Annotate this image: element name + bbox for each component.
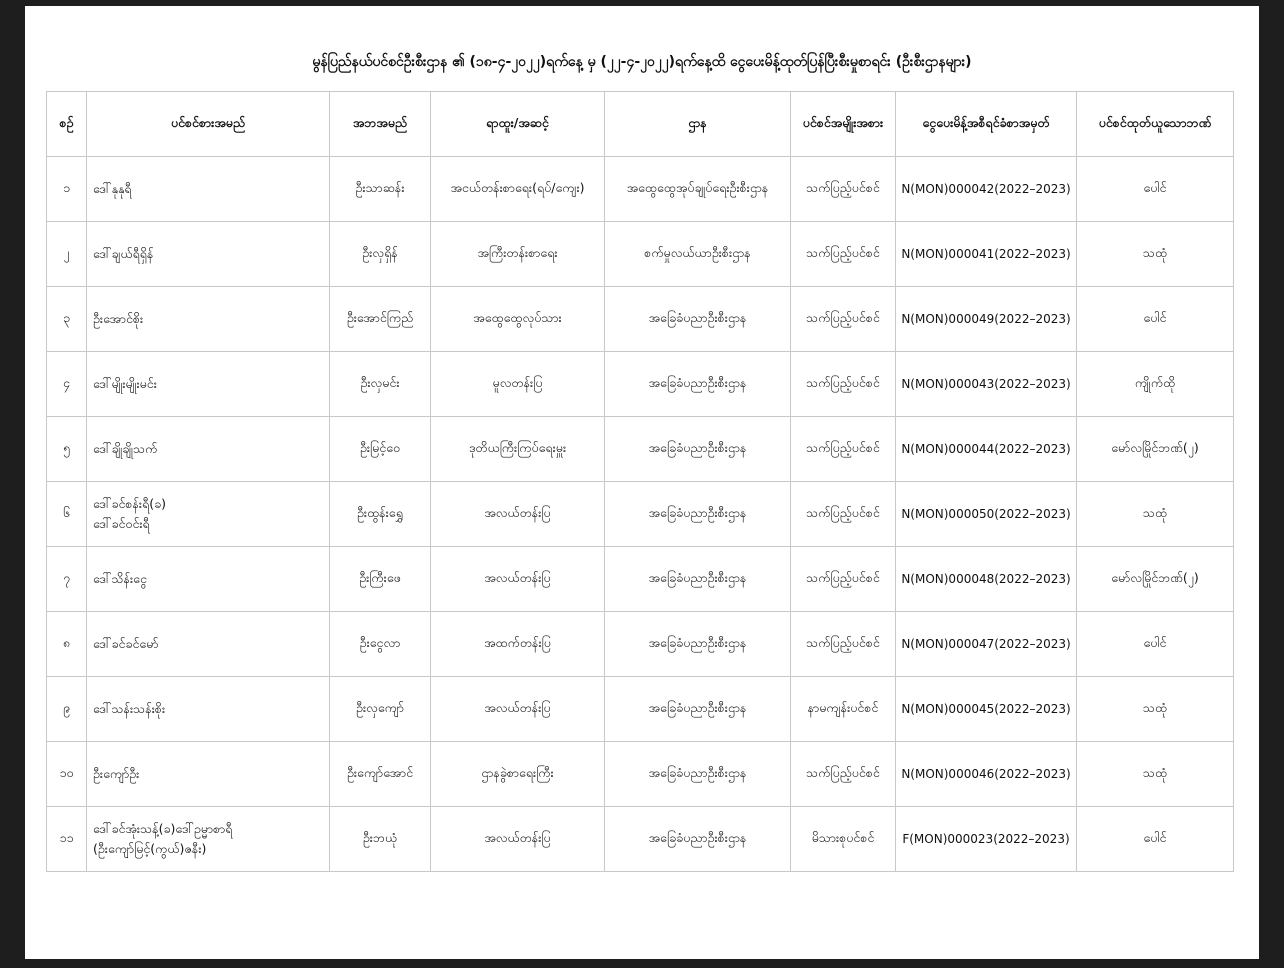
table-row bbox=[47, 742, 1234, 807]
table-row bbox=[47, 612, 1234, 677]
document-title: မွန်ပြည်နယ်ပင်စင်ဦးစီးဌာန ၏ (၁၈-၄-၂၀၂၂)ရက်နေ့ မှ (၂၂-၄-၂၀၂၂)ရက်နေ့ထိ ငွေပေးမိန့်ထုတ်ပြန်ပြီးစီးမှုစာရင်း (ဦးစီးဌာနများ) bbox=[312, 54, 972, 70]
cell-rank: အလယ်တန်းပြ bbox=[431, 807, 605, 872]
cell-department: အထွေထွေအုပ်ချုပ်ရေးဦးစီးဌာန bbox=[605, 157, 791, 222]
cell-name bbox=[87, 807, 330, 872]
cell-pension-type: သက်ပြည့်ပင်စင် bbox=[791, 612, 896, 677]
cell-father: ဦးငွေလာ bbox=[330, 612, 431, 677]
pensioner-name-line: ဒေါ်သိန်းငွေ bbox=[93, 571, 147, 586]
table-body bbox=[47, 157, 1234, 872]
cell-department: အခြေခံပညာဦးစီးဌာန bbox=[605, 742, 791, 807]
cell-no: ၁ bbox=[47, 157, 87, 222]
cell-father: ဦးကျော်အောင် bbox=[330, 742, 431, 807]
pensioner-name-line: ဒေါ်ခင်စန်းရီ(ခ) bbox=[93, 496, 167, 511]
cell-name bbox=[87, 352, 330, 417]
cell-no: ၇ bbox=[47, 547, 87, 612]
cell-license: N(MON)000045(2022–2023) bbox=[896, 677, 1077, 742]
cell-name bbox=[87, 287, 330, 352]
cell-father: ဦးလှမင်း bbox=[330, 352, 431, 417]
cell-license: N(MON)000042(2022–2023) bbox=[896, 157, 1077, 222]
table-row bbox=[47, 352, 1234, 417]
document-page bbox=[25, 6, 1259, 959]
cell-license: N(MON)000043(2022–2023) bbox=[896, 352, 1077, 417]
cell-treasury: ပေါင် bbox=[1077, 612, 1234, 677]
pensioner-name-line: ဒေါ်သန်းသန်းစိုး bbox=[93, 701, 166, 716]
cell-license: N(MON)000050(2022–2023) bbox=[896, 482, 1077, 547]
cell-treasury: ပေါင် bbox=[1077, 807, 1234, 872]
cell-pension-type: နာမကျန်းပင်စင် bbox=[791, 677, 896, 742]
cell-name bbox=[87, 742, 330, 807]
cell-pension-type: မိသားစုပင်စင် bbox=[791, 807, 896, 872]
cell-rank: ဌာနခွဲစာရေးကြီး bbox=[431, 742, 605, 807]
cell-pension-type: သက်ပြည့်ပင်စင် bbox=[791, 222, 896, 287]
cell-department: စက်မှုလယ်ယာဦးစီးဌာန bbox=[605, 222, 791, 287]
table-row bbox=[47, 482, 1234, 547]
cell-treasury: မော်လမြိုင်ဘဏ်(၂) bbox=[1077, 547, 1234, 612]
table-row bbox=[47, 677, 1234, 742]
header-license: ငွေပေးမိန့်အစီရင်ခံစာအမှတ် bbox=[896, 92, 1077, 157]
cell-department: အခြေခံပညာဦးစီးဌာန bbox=[605, 807, 791, 872]
cell-no: ၄ bbox=[47, 352, 87, 417]
cell-no: ၁၁ bbox=[47, 807, 87, 872]
cell-pension-type: သက်ပြည့်ပင်စင် bbox=[791, 547, 896, 612]
cell-no: ၆ bbox=[47, 482, 87, 547]
cell-rank: အငယ်တန်းစာရေး(ရပ်/ကျေး) bbox=[431, 157, 605, 222]
table-row bbox=[47, 157, 1234, 222]
cell-father: ဦးအောင်ကြည် bbox=[330, 287, 431, 352]
cell-father: ဦးလှကျော် bbox=[330, 677, 431, 742]
cell-rank: အလယ်တန်းပြ bbox=[431, 482, 605, 547]
cell-department: အခြေခံပညာဦးစီးဌာန bbox=[605, 547, 791, 612]
cell-no: ၂ bbox=[47, 222, 87, 287]
cell-rank: မူလတန်းပြ bbox=[431, 352, 605, 417]
cell-father: ဦးသာဆန်း bbox=[330, 157, 431, 222]
header-name: ပင်စင်စားအမည် bbox=[87, 92, 330, 157]
cell-license: F(MON)000023(2022–2023) bbox=[896, 807, 1077, 872]
cell-father: ဦးဘယုံ bbox=[330, 807, 431, 872]
cell-treasury: ကျိုက်ထို bbox=[1077, 352, 1234, 417]
cell-treasury: ပေါင် bbox=[1077, 157, 1234, 222]
pensioner-name-line: ဒေါ်ခင်ဝင်းရီ bbox=[93, 516, 150, 531]
cell-department: အခြေခံပညာဦးစီးဌာန bbox=[605, 482, 791, 547]
cell-no: ၉ bbox=[47, 677, 87, 742]
cell-name bbox=[87, 612, 330, 677]
cell-license: N(MON)000041(2022–2023) bbox=[896, 222, 1077, 287]
cell-department: အခြေခံပညာဦးစီးဌာန bbox=[605, 287, 791, 352]
header-father: အဘအမည် bbox=[330, 92, 431, 157]
header-treasury: ပင်စင်ထုတ်ယူသောဘဏ် bbox=[1077, 92, 1234, 157]
cell-name bbox=[87, 417, 330, 482]
cell-license: N(MON)000047(2022–2023) bbox=[896, 612, 1077, 677]
cell-rank: ဒုတိယကြီးကြပ်ရေးမှူး bbox=[431, 417, 605, 482]
cell-pension-type: သက်ပြည့်ပင်စင် bbox=[791, 742, 896, 807]
cell-pension-type: သက်ပြည့်ပင်စင် bbox=[791, 417, 896, 482]
cell-treasury: သထုံ bbox=[1077, 742, 1234, 807]
pensioner-name-line: ဒေါ်ခင်ခင်မော် bbox=[93, 636, 159, 651]
cell-treasury: သထုံ bbox=[1077, 222, 1234, 287]
cell-name bbox=[87, 222, 330, 287]
cell-department: အခြေခံပညာဦးစီးဌာန bbox=[605, 612, 791, 677]
table-row bbox=[47, 547, 1234, 612]
cell-department: အခြေခံပညာဦးစီးဌာန bbox=[605, 677, 791, 742]
cell-father: ဦးမြင့်ဝေ bbox=[330, 417, 431, 482]
cell-father: ဦးကြီးဖေ bbox=[330, 547, 431, 612]
cell-no: ၅ bbox=[47, 417, 87, 482]
cell-name bbox=[87, 547, 330, 612]
table-row bbox=[47, 222, 1234, 287]
pension-table bbox=[46, 91, 1234, 872]
cell-treasury: ပေါင် bbox=[1077, 287, 1234, 352]
header-rank: ရာထူး/အဆင့် bbox=[431, 92, 605, 157]
cell-rank: အကြီးတန်းစာရေး bbox=[431, 222, 605, 287]
cell-license: N(MON)000048(2022–2023) bbox=[896, 547, 1077, 612]
header-no: စဉ် bbox=[47, 92, 87, 157]
cell-no: ၈ bbox=[47, 612, 87, 677]
cell-father: ဦးထွန်းရွှေ bbox=[330, 482, 431, 547]
cell-department: အခြေခံပညာဦးစီးဌာန bbox=[605, 417, 791, 482]
cell-pension-type: သက်ပြည့်ပင်စင် bbox=[791, 287, 896, 352]
pensioner-name-line: ဦးကျော်ဦး bbox=[93, 766, 140, 781]
table-header-row bbox=[47, 92, 1234, 157]
cell-no: ၁၀ bbox=[47, 742, 87, 807]
cell-name bbox=[87, 482, 330, 547]
cell-father: ဦးလှရှိန် bbox=[330, 222, 431, 287]
cell-rank: အလယ်တန်းပြ bbox=[431, 547, 605, 612]
header-pension-type: ပင်စင်အမျိုးအစား bbox=[791, 92, 896, 157]
table-row bbox=[47, 417, 1234, 482]
pensioner-name-line: ဦးအောင်စိုး bbox=[93, 311, 144, 326]
cell-no: ၃ bbox=[47, 287, 87, 352]
table-row bbox=[47, 807, 1234, 872]
cell-license: N(MON)000049(2022–2023) bbox=[896, 287, 1077, 352]
header-department: ဌာန bbox=[605, 92, 791, 157]
table-row bbox=[47, 287, 1234, 352]
cell-name bbox=[87, 157, 330, 222]
cell-rank: အထွေထွေလုပ်သား bbox=[431, 287, 605, 352]
cell-department: အခြေခံပညာဦးစီးဌာန bbox=[605, 352, 791, 417]
cell-treasury: မော်လမြိုင်ဘဏ်(၂) bbox=[1077, 417, 1234, 482]
cell-pension-type: သက်ပြည့်ပင်စင် bbox=[791, 482, 896, 547]
cell-pension-type: သက်ပြည့်ပင်စင် bbox=[791, 157, 896, 222]
cell-treasury: သထုံ bbox=[1077, 482, 1234, 547]
pensioner-name-line: ဒေါ်ချယ်ရီရှိန် bbox=[93, 246, 154, 261]
pensioner-name-line: ဒေါ်နုနုရီ bbox=[93, 181, 132, 196]
cell-pension-type: သက်ပြည့်ပင်စင် bbox=[791, 352, 896, 417]
cell-rank: အထက်တန်းပြ bbox=[431, 612, 605, 677]
cell-rank: အလယ်တန်းပြ bbox=[431, 677, 605, 742]
pensioner-name-line: ဒေါ်ချိုချိုသက် bbox=[93, 441, 158, 456]
pensioner-name-line: ဒေါ်မျိုးမျိုးမင်း bbox=[93, 376, 157, 391]
pensioner-name-line: ဒေါ်ခင်အုံးသန့်(ခ)ဒေါ်ဥမ္မာစာရီ bbox=[93, 821, 233, 836]
cell-name bbox=[87, 677, 330, 742]
cell-license: N(MON)000046(2022–2023) bbox=[896, 742, 1077, 807]
cell-treasury: သထုံ bbox=[1077, 677, 1234, 742]
pensioner-name-line: (ဦးကျော်မြင့်(ကွယ်)ဇနီး) bbox=[93, 841, 207, 856]
cell-license: N(MON)000044(2022–2023) bbox=[896, 417, 1077, 482]
